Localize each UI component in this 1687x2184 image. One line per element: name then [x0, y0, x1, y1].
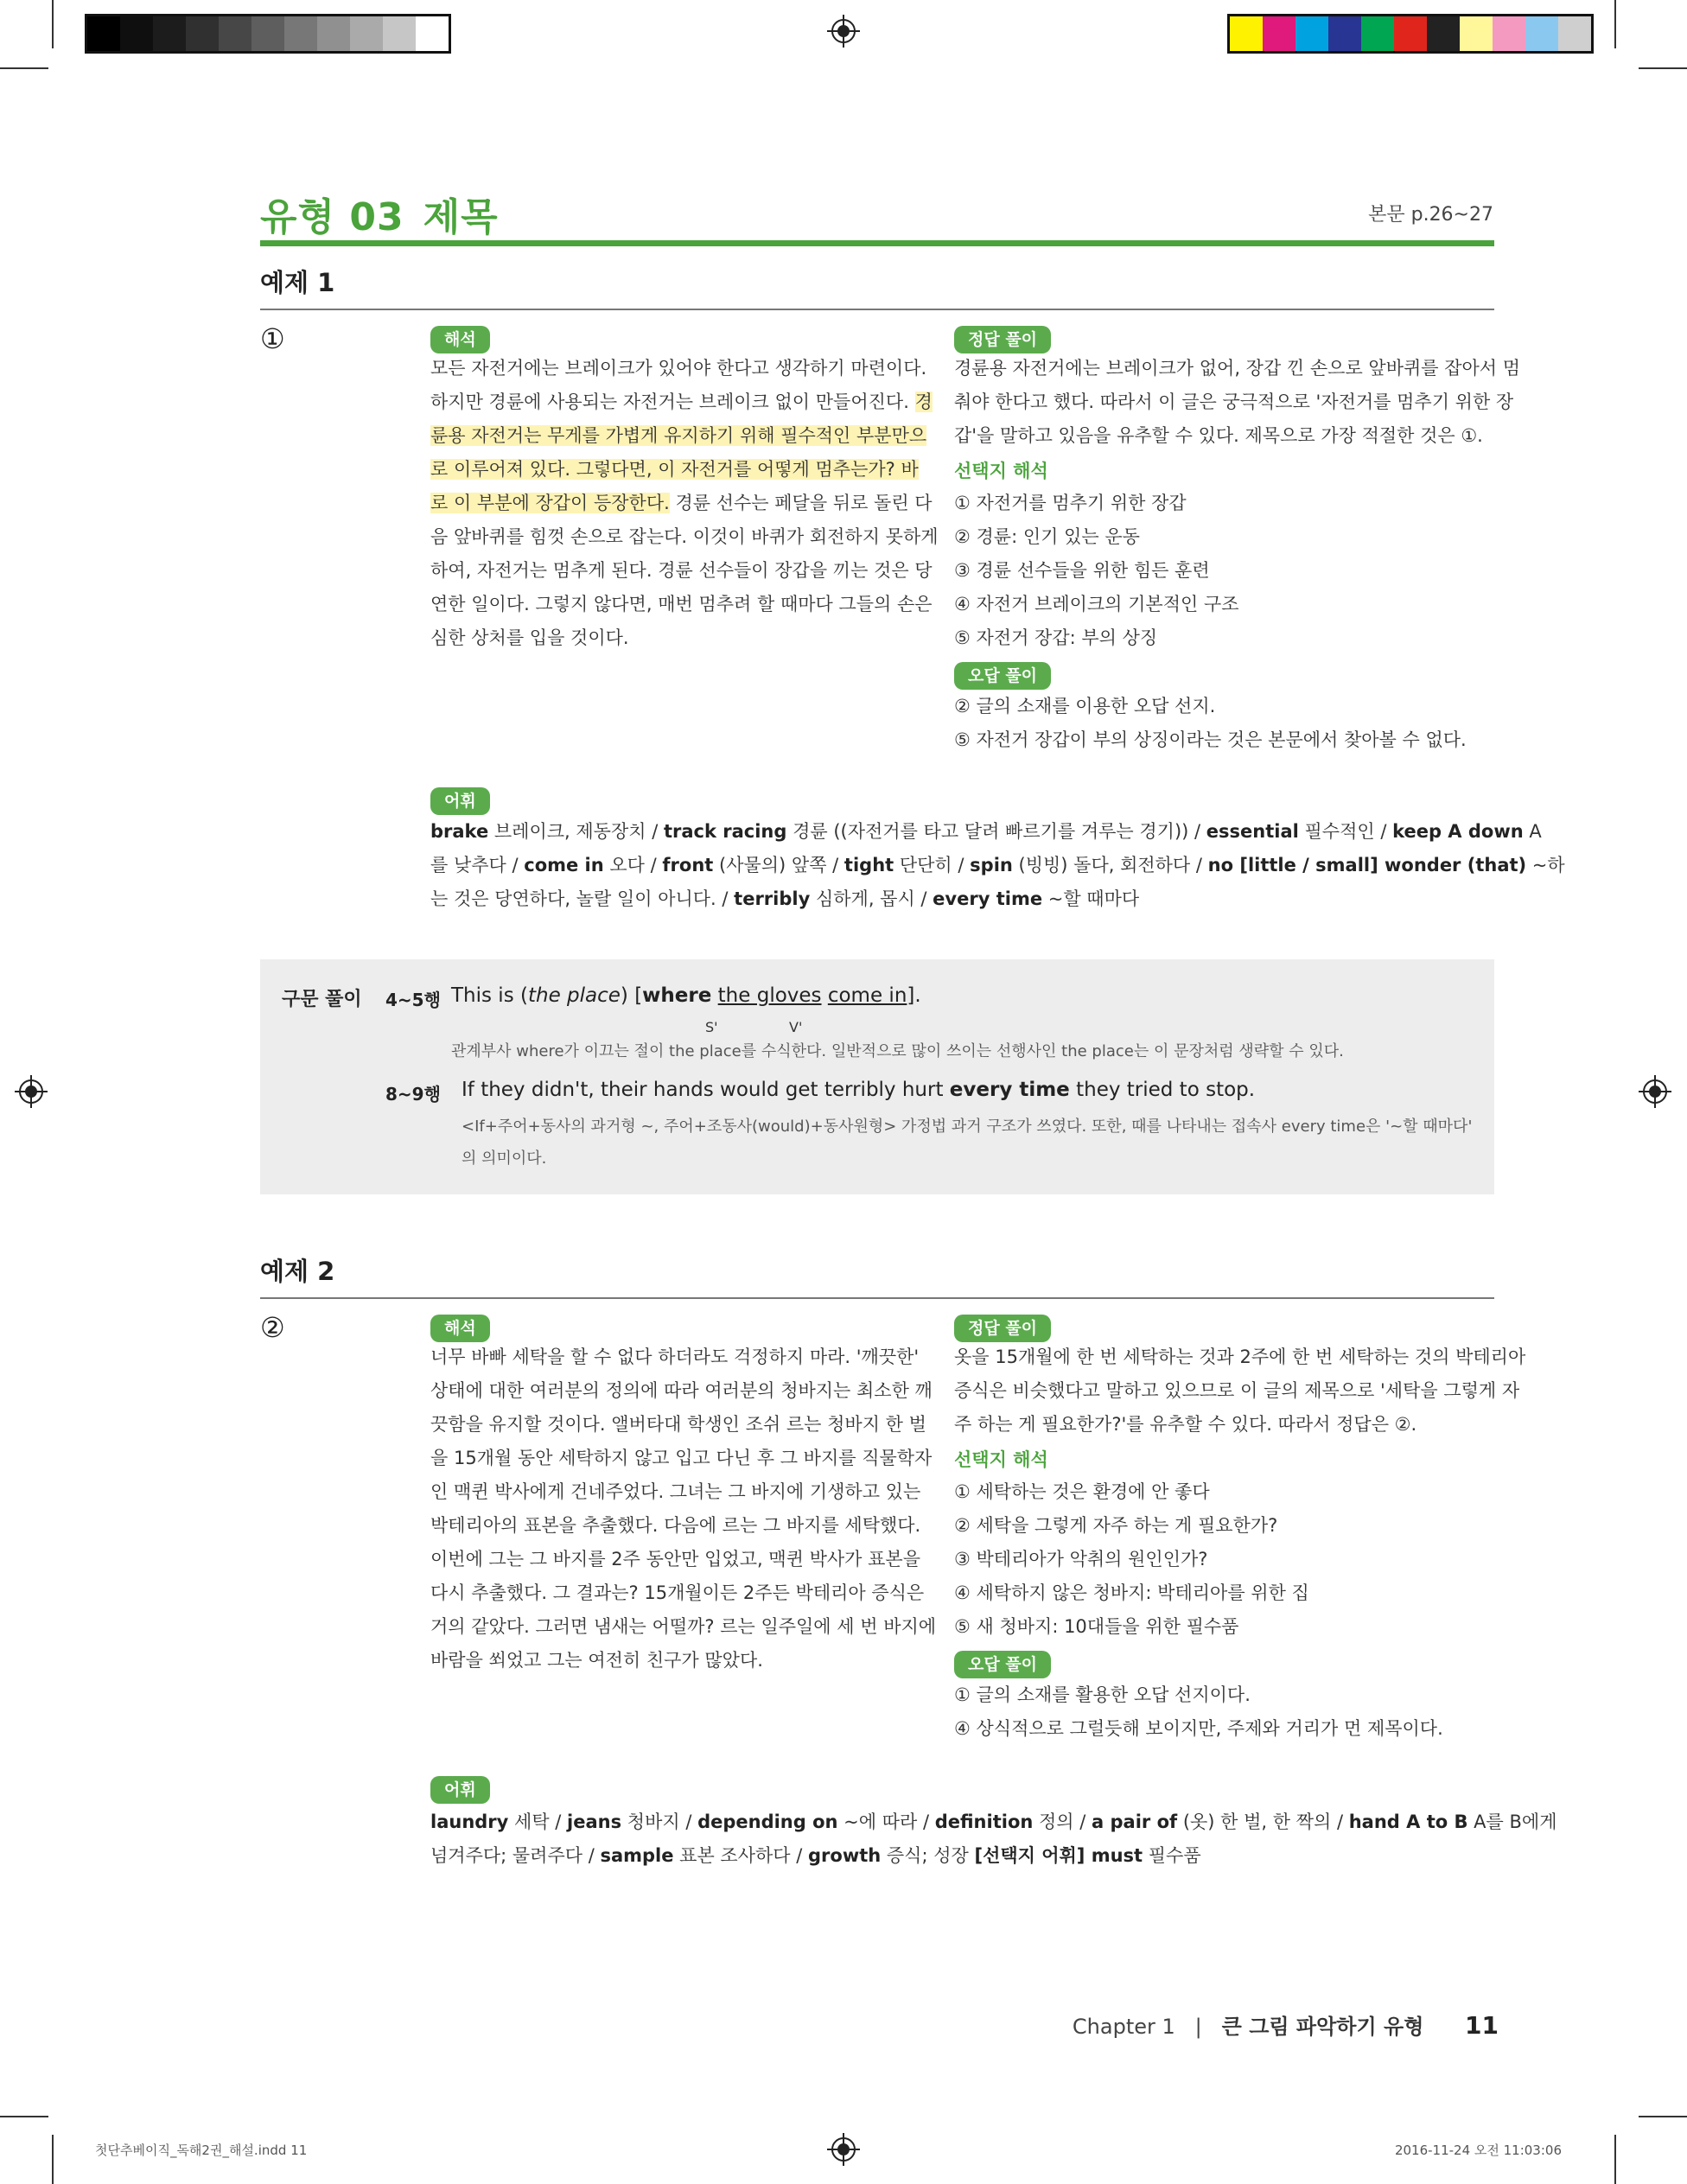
crop-mark: [1639, 67, 1687, 69]
example-2-wrong: [954, 1678, 1443, 1746]
translation-text: 하여, 자전거는 멈추게 된다. 경륜 선수들이 장갑을 끼는 것은 당: [430, 560, 933, 581]
color-swatch: [1460, 16, 1493, 51]
highlighted-text: 경: [914, 392, 933, 412]
color-swatch: [350, 16, 383, 51]
translation-line: [430, 385, 933, 419]
translation-line: 을 15개월 동안 세탁하지 않고 입고 다닌 후 그 바지를 직물학자: [430, 1448, 933, 1468]
option-item: ① 세탁하는 것은 환경에 안 좋다: [954, 1481, 1210, 1502]
registration-mark-right: [1639, 1075, 1671, 1108]
color-swatch: [1493, 16, 1525, 51]
vocab-line: [430, 815, 1542, 849]
solution-line: 춰야 한다고 했다. 따라서 이 글은 궁극적으로 '자전거를 멈추기 위한 장: [954, 392, 1514, 412]
solution-badge: 정답 풀이: [954, 326, 1051, 353]
slug-timestamp: 2016-11-24 오전 11:03:06: [1394, 2143, 1562, 2158]
translation-text: 하지만 경륜에 사용되는 자전거는 브레이크 없이 만들어진다.: [430, 392, 915, 412]
color-swatch: [416, 16, 449, 51]
highlighted-text: 로 이 부분에 장갑이 등장한다.: [430, 493, 670, 513]
option-item: ⑤ 자전거 장갑: 부의 상징: [954, 627, 1158, 648]
vocab-meaning: (빙빙) 돌다, 회전하다 /: [1012, 855, 1208, 876]
example-1-vocab: [430, 815, 1565, 916]
syntax-item-2-sentence: [462, 1079, 1255, 1101]
vocab-meaning: 필수적인 /: [1298, 821, 1393, 842]
color-swatch: [383, 16, 416, 51]
example-2-options: [954, 1475, 1309, 1644]
vocab-meaning: 브레이크, 제동장치 /: [488, 821, 664, 842]
note-line: <If+주어+동사의 과거형 ~, 주어+조동사(would)+동사원형> 가정법 과거 구조가 쓰였다. 또한, 때를 나타내는 접속사 every time은 '~할 때마다': [462, 1117, 1473, 1136]
vocab-term: tight: [844, 855, 894, 876]
translation-line: 거의 같았다. 그러면 냄새는 어떨까? 르는 일주일에 세 번 바지에: [430, 1616, 937, 1637]
color-swatch: [1361, 16, 1394, 51]
crop-mark: [52, 2135, 54, 2184]
type-label: 유형 03: [260, 195, 404, 239]
sentence-text: they tried to stop.: [1069, 1079, 1256, 1101]
color-swatch: [186, 16, 219, 51]
vocab-meaning: ~하: [1526, 855, 1565, 876]
title-rule: [260, 240, 1494, 246]
translation-line: 이번에 그는 그 바지를 2주 동안만 입었고, 맥퀸 박사가 표본을: [430, 1549, 920, 1570]
vocab-term: a pair of: [1092, 1812, 1178, 1832]
syntax-item-1-sentence: [451, 984, 921, 1007]
translation-text: 심한 상처를 입을 것이다.: [430, 627, 629, 648]
vocab-meaning: (옷) 한 벌, 한 짝의 /: [1177, 1812, 1349, 1832]
color-swatch: [1230, 16, 1263, 51]
option-item: ② 세탁을 그렇게 자주 하는 게 필요한가?: [954, 1515, 1278, 1536]
crop-mark: [1614, 0, 1616, 48]
vocab-term: depending on: [697, 1812, 838, 1832]
translation-line: [430, 621, 914, 655]
registration-mark-top: [827, 15, 860, 48]
option-item: ⑤ 새 청바지: 10대들을 위한 필수품: [954, 1616, 1239, 1637]
color-swatch: [219, 16, 251, 51]
type-title: 제목: [423, 195, 499, 239]
example-2-answer: ②: [260, 1311, 285, 1344]
vocab-meaning: 청바지 /: [621, 1812, 698, 1832]
example-1-wrong: [954, 690, 1467, 757]
vocab-meaning: 오다 /: [603, 855, 663, 876]
translation-line: [430, 520, 939, 554]
vocab-meaning: 경륜 ((자전거를 타고 달려 빠르기를 겨루는 경기)) /: [786, 821, 1206, 842]
grayscale-bar: [85, 14, 451, 54]
sentence-text: the place: [527, 984, 621, 1007]
translation-line: 끗함을 유지할 것이다. 앨버타대 학생인 조쉬 르는 청바지 한 벌: [430, 1414, 926, 1435]
chapter-divider: |: [1194, 2015, 1202, 2039]
option-item: ③ 경륜 선수들을 위한 힘든 훈련: [954, 560, 1210, 581]
translation-line: 박테리아의 표본을 추출했다. 다음에 르는 그 바지를 세탁했다.: [430, 1515, 921, 1536]
wrong-answer-item: ⑤ 자전거 장갑이 부의 상징이라는 것은 본문에서 찾아볼 수 없다.: [954, 729, 1467, 750]
translation-text: 모든 자전거에는 브레이크가 있어야 한다고 생각하기 마련이다.: [430, 358, 927, 379]
vocab-badge: 어휘: [430, 787, 490, 815]
translation-text: 경륜 선수는 페달을 뒤로 돌린 다: [669, 493, 933, 513]
chapter-label: Chapter 1: [1072, 2015, 1175, 2039]
vocab-term: keep A down: [1392, 821, 1524, 842]
color-swatch: [153, 16, 186, 51]
translation-line: 인 맥퀸 박사에게 건네주었다. 그녀는 그 바지에 기생하고 있는: [430, 1481, 921, 1502]
solution-line: 옷을 15개월에 한 번 세탁하는 것과 2주에 한 번 세탁하는 것의 박테리아: [954, 1347, 1526, 1367]
vocab-meaning: ~에 따라 /: [837, 1812, 935, 1832]
crop-mark: [52, 0, 54, 48]
sentence-text: ) [: [620, 984, 643, 1007]
syntax-item-2-note: [462, 1111, 1472, 1175]
translation-line: [430, 352, 927, 385]
example-1-solution: [954, 352, 1520, 453]
vocab-term: every time: [933, 888, 1043, 909]
crop-mark: [0, 67, 48, 69]
option-item: ④ 자전거 브레이크의 기본적인 구조: [954, 594, 1239, 614]
syntax-item-1-note: 관계부사 where가 이끄는 절이 the place를 수식한다. 일반적으로 많이 쓰이는 선행사인 the place는 이 문장처럼 생략할 수 있다.: [451, 1042, 1344, 1060]
color-swatch: [1525, 16, 1558, 51]
vocab-meaning: 세탁 /: [508, 1812, 568, 1832]
color-swatch: [1328, 16, 1361, 51]
vocab-line: [430, 882, 1502, 916]
vocab-term: essential: [1206, 821, 1299, 842]
translation-line: 다시 추출했다. 그 결과는? 15개월이든 2주든 박테리아 증식은: [430, 1582, 925, 1603]
translation-line: 너무 바빠 세탁을 할 수 없다 하더라도 걱정하지 마라. '깨끗한': [430, 1347, 920, 1367]
color-swatch: [317, 16, 350, 51]
crop-mark: [0, 2116, 48, 2117]
page-number: 11: [1465, 2011, 1499, 2040]
example-2-vocab: [430, 1805, 1557, 1873]
vocab-meaning: ~할 때마다: [1042, 888, 1140, 909]
color-swatch: [87, 16, 120, 51]
vocab-term: spin: [970, 855, 1013, 876]
registration-mark-bottom: [827, 2133, 860, 2166]
option-item: ② 경륜: 인기 있는 운동: [954, 526, 1140, 547]
crop-mark: [1614, 2135, 1616, 2184]
translation-line: 상태에 대한 여러분의 정의에 따라 여러분의 청바지는 최소한 깨: [430, 1380, 933, 1401]
vocab-term: come in: [524, 855, 604, 876]
solution-line: 갑'을 말하고 있음을 유추할 수 있다. 제목으로 가장 적절한 것은 ①.: [954, 425, 1483, 446]
vocab-meaning: 단단히 /: [894, 855, 971, 876]
vocab-term: no [little / small] wonder (that): [1207, 855, 1527, 876]
color-swatch: [284, 16, 317, 51]
subject-mark: S': [705, 1019, 718, 1035]
vocab-meaning: A를 B에게: [1467, 1812, 1557, 1832]
translation-badge: 해석: [430, 1315, 490, 1342]
translation-line: [430, 419, 927, 453]
example-1-title: 예제 1: [260, 268, 335, 297]
wrong-answer-item: ④ 상식적으로 그럴듯해 보이지만, 주제와 거리가 먼 제목이다.: [954, 1718, 1443, 1739]
color-swatch: [1394, 16, 1427, 51]
example-2-translation: [430, 1340, 936, 1678]
vocab-term: laundry: [430, 1812, 509, 1832]
translation-text: 음 앞바퀴를 힘껏 손으로 잡는다. 이것이 바퀴가 회전하지 못하게: [430, 526, 939, 547]
vocab-meaning: (사물의) 앞쪽 /: [713, 855, 844, 876]
vocab-meaning: 증식; 성장: [881, 1845, 975, 1866]
color-swatch: [1427, 16, 1460, 51]
note-line: 의 의미이다.: [462, 1149, 547, 1168]
slug-filename: 첫단추베이직_독해2권_해설.indd 11: [95, 2143, 308, 2158]
wrong-answer-badge: 오답 풀이: [954, 1651, 1051, 1678]
verb-underline: come in: [827, 984, 907, 1007]
solution-line: 경륜용 자전거에는 브레이크가 없어, 장갑 낀 손으로 앞바퀴를 잡아서 멈: [954, 358, 1521, 379]
color-swatch: [1295, 16, 1328, 51]
sentence-text: ].: [907, 984, 921, 1007]
vocab-term: [선택지 어휘] must: [974, 1845, 1143, 1866]
vocab-meaning: A: [1523, 821, 1542, 842]
syntax-item-2-lines: 8~9행: [385, 1084, 441, 1105]
color-swatch: [1558, 16, 1591, 51]
sentence-text: every time: [949, 1079, 1070, 1101]
wrong-answer-item: ① 글의 소재를 활용한 오답 선지이다.: [954, 1684, 1251, 1705]
translation-line: [430, 487, 933, 520]
sentence-text: If they didn't, their hands would get terribly hurt: [462, 1079, 950, 1101]
vocab-term: jeans: [567, 1812, 622, 1832]
translation-line: [430, 588, 933, 621]
page-reference: 본문 p.26~27: [1368, 204, 1493, 226]
vocab-meaning: 심하게, 몹시 /: [810, 888, 933, 909]
vocab-badge: 어휘: [430, 1776, 490, 1804]
color-bar: [1227, 14, 1594, 54]
example-2-title: 예제 2: [260, 1257, 335, 1286]
color-swatch: [251, 16, 284, 51]
vocab-term: track racing: [663, 821, 787, 842]
vocab-term: definition: [934, 1812, 1034, 1832]
wrong-answer-badge: 오답 풀이: [954, 662, 1051, 690]
vocab-line: [430, 1805, 1557, 1839]
option-item: ① 자전거를 멈추기 위한 장갑: [954, 493, 1187, 513]
vocab-term: front: [662, 855, 714, 876]
options-title: 선택지 해석: [954, 1449, 1048, 1470]
vocab-term: brake: [430, 821, 489, 842]
highlighted-text: 륜용 자전거는 무게를 가볍게 유지하기 위해 필수적인 부분만으: [430, 425, 927, 446]
options-title: 선택지 해석: [954, 461, 1048, 481]
color-swatch: [1263, 16, 1295, 51]
translation-badge: 해석: [430, 326, 490, 353]
color-swatch: [120, 16, 153, 51]
vocab-line: [430, 1839, 1502, 1873]
vocab-term: terribly: [734, 888, 811, 909]
vocab-term: hand A to B: [1348, 1812, 1468, 1832]
vocab-meaning: 를 낮추다 /: [430, 855, 525, 876]
example-1-rule: [260, 309, 1494, 310]
crop-mark: [1639, 2116, 1687, 2117]
example-1-options: [954, 487, 1239, 655]
chapter-title: 큰 그림 파악하기 유형: [1221, 2015, 1424, 2039]
sentence-text: This is (: [451, 984, 528, 1007]
page-title: [260, 186, 499, 241]
vocab-meaning: 표본 조사하다 /: [673, 1845, 808, 1866]
example-1-translation: [430, 352, 939, 655]
syntax-item-1-lines: 4~5행: [385, 990, 441, 1010]
example-2-rule: [260, 1297, 1494, 1299]
solution-line: 증식은 비슷했다고 말하고 있으므로 이 글의 제목으로 '세탁을 그렇게 자: [954, 1380, 1520, 1401]
subject-underline: the gloves: [717, 984, 822, 1007]
vocab-meaning: 는 것은 당연하다, 놀랄 일이 아니다. /: [430, 888, 735, 909]
vocab-meaning: 필수품: [1143, 1845, 1201, 1866]
translation-line: [430, 453, 919, 487]
example-2-solution: [954, 1340, 1525, 1442]
vocab-meaning: 정의 /: [1033, 1812, 1092, 1832]
wrong-answer-item: ② 글의 소재를 이용한 오답 선지.: [954, 696, 1216, 716]
verb-mark: V': [789, 1019, 803, 1035]
sentence-text: where: [642, 984, 712, 1007]
solution-badge: 정답 풀이: [954, 1315, 1051, 1342]
vocab-term: growth: [808, 1845, 882, 1866]
example-1-answer: ①: [260, 322, 285, 355]
registration-mark-left: [15, 1075, 48, 1108]
option-item: ④ 세탁하지 않은 청바지: 박테리아를 위한 집: [954, 1582, 1309, 1603]
translation-text: 연한 일이다. 그렇지 않다면, 매번 멈추려 할 때마다 그들의 손은: [430, 594, 933, 614]
highlighted-text: 로 이루어져 있다. 그렇다면, 이 자전거를 어떻게 멈추는가? 바: [430, 459, 919, 480]
option-item: ③ 박테리아가 악취의 원인인가?: [954, 1549, 1208, 1570]
vocab-meaning: 넘겨주다; 물려주다 /: [430, 1845, 601, 1866]
vocab-term: sample: [600, 1845, 674, 1866]
chapter-footer: [1073, 2009, 1499, 2040]
translation-line: 바람을 쐬었고 그는 여전히 친구가 많았다.: [430, 1650, 763, 1671]
vocab-line: [430, 849, 1565, 882]
solution-line: 주 하는 게 필요한가?'를 유추할 수 있다. 따라서 정답은 ②.: [954, 1414, 1417, 1435]
translation-line: [430, 554, 933, 588]
syntax-label: 구문 풀이: [282, 989, 362, 1010]
